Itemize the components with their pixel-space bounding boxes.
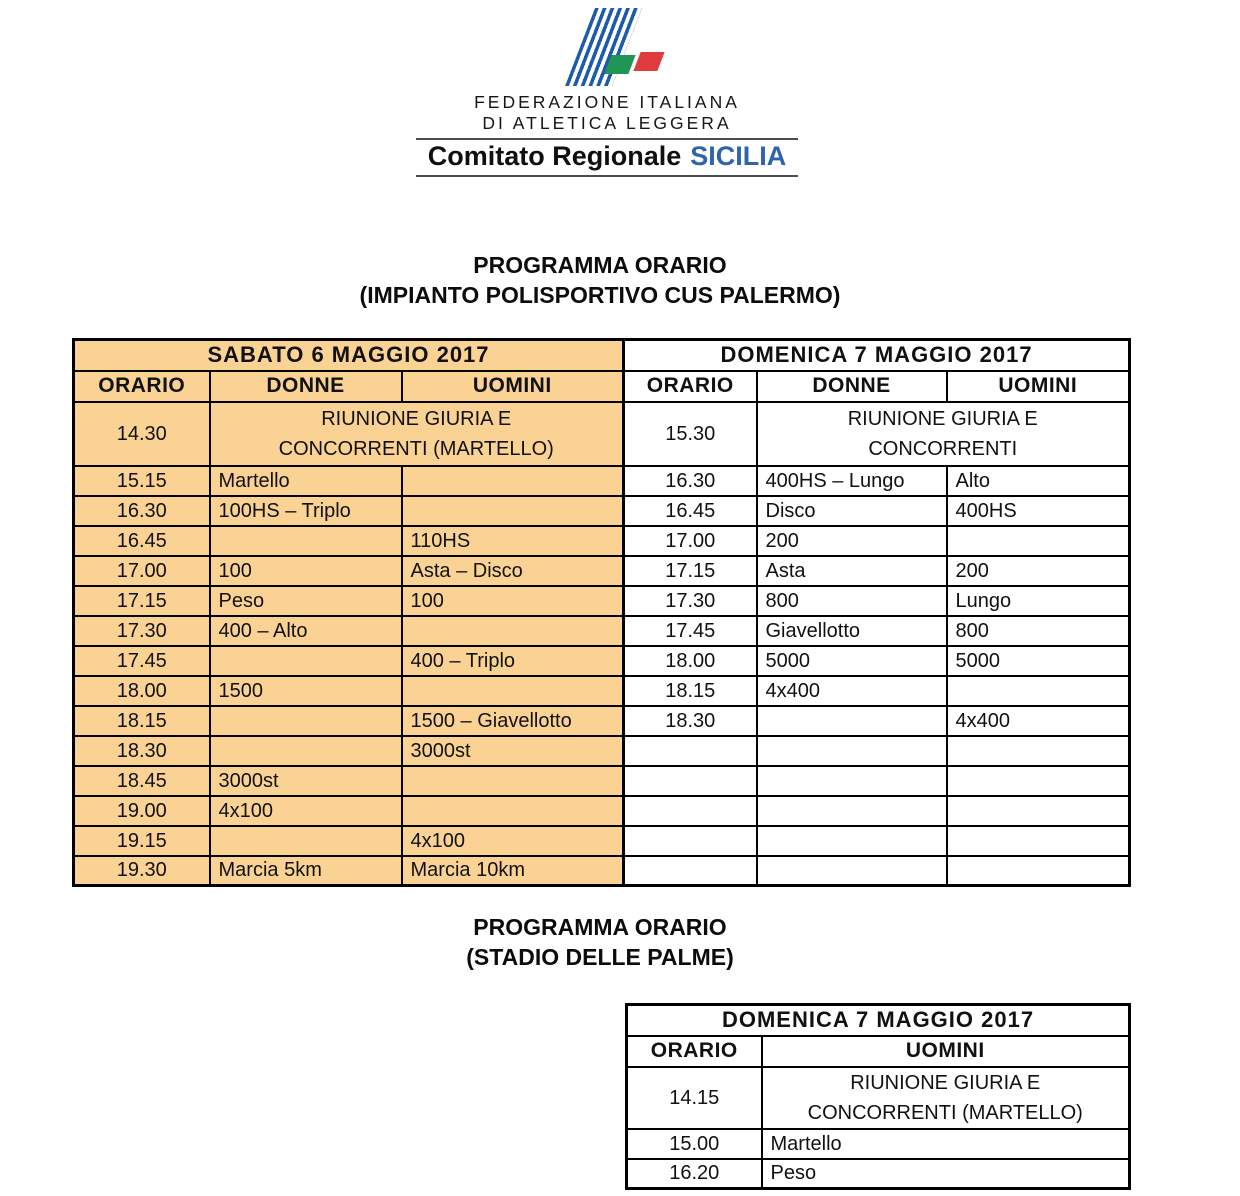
donne-cell: 800 bbox=[757, 586, 947, 616]
section2-title-line1: PROGRAMMA ORARIO bbox=[473, 914, 727, 940]
table-row bbox=[74, 706, 624, 736]
section2-title bbox=[0, 912, 1200, 972]
uomini-cell: Martello bbox=[762, 1129, 1130, 1159]
time-cell: 16.30 bbox=[624, 466, 757, 496]
time-cell: 16.45 bbox=[624, 496, 757, 526]
meeting-line1: RIUNIONE GIURIA E bbox=[847, 407, 1038, 430]
time-cell: 18.00 bbox=[74, 676, 210, 706]
time-cell: 17.30 bbox=[74, 616, 210, 646]
meeting-row bbox=[624, 402, 1130, 466]
time-cell: 17.15 bbox=[74, 586, 210, 616]
time-cell: 16.30 bbox=[74, 496, 210, 526]
meeting-line2: CONCORRENTI (MARTELLO) bbox=[278, 437, 554, 460]
logo-red-flag-icon bbox=[633, 52, 664, 71]
time-cell: 19.15 bbox=[74, 826, 210, 856]
time-cell: 19.00 bbox=[74, 796, 210, 826]
uomini-cell bbox=[947, 736, 1130, 766]
day-header: DOMENICA 7 MAGGIO 2017 bbox=[624, 340, 1130, 371]
uomini-cell bbox=[402, 466, 624, 496]
uomini-cell: Asta – Disco bbox=[402, 556, 624, 586]
donne-cell bbox=[757, 766, 947, 796]
meeting-line2: CONCORRENTI (MARTELLO) bbox=[807, 1101, 1083, 1124]
donne-cell bbox=[757, 736, 947, 766]
uomini-cell bbox=[402, 766, 624, 796]
uomini-cell: Peso bbox=[762, 1159, 1130, 1189]
time-cell: 18.45 bbox=[74, 766, 210, 796]
col-orario: ORARIO bbox=[624, 371, 757, 402]
schedule-table-sunday bbox=[622, 338, 1131, 887]
meeting-cell bbox=[757, 402, 1130, 466]
meeting-row bbox=[74, 402, 624, 466]
table-row bbox=[624, 586, 1130, 616]
table-row bbox=[624, 616, 1130, 646]
table-row bbox=[624, 646, 1130, 676]
time-cell: 15.15 bbox=[74, 466, 210, 496]
table-row bbox=[74, 796, 624, 826]
col-donne: DONNE bbox=[210, 371, 402, 402]
section1-title-line2: (IMPIANTO POLISPORTIVO CUS PALERMO) bbox=[359, 282, 841, 308]
table-row bbox=[74, 646, 624, 676]
column-header-row bbox=[627, 1036, 1130, 1067]
table-row bbox=[624, 766, 1130, 796]
day-header: DOMENICA 7 MAGGIO 2017 bbox=[627, 1005, 1130, 1036]
table-row bbox=[74, 466, 624, 496]
donne-cell: Marcia 5km bbox=[210, 856, 402, 886]
time-cell: 15.00 bbox=[627, 1129, 762, 1159]
day-header-row bbox=[624, 340, 1130, 371]
logo-stripes-icon bbox=[565, 8, 642, 86]
time-cell bbox=[624, 736, 757, 766]
uomini-cell: Marcia 10km bbox=[402, 856, 624, 886]
table-row bbox=[624, 706, 1130, 736]
col-orario: ORARIO bbox=[627, 1036, 762, 1067]
table-row bbox=[74, 676, 624, 706]
donne-cell: 100HS – Triplo bbox=[210, 496, 402, 526]
uomini-cell bbox=[402, 676, 624, 706]
uomini-cell: 400 – Triplo bbox=[402, 646, 624, 676]
donne-cell: Martello bbox=[210, 466, 402, 496]
time-cell bbox=[624, 796, 757, 826]
day-header-row bbox=[74, 340, 624, 371]
committee-prefix: Comitato Regionale bbox=[427, 141, 682, 171]
donne-cell: 100 bbox=[210, 556, 402, 586]
donne-cell bbox=[210, 736, 402, 766]
col-donne: DONNE bbox=[757, 371, 947, 402]
federation-name bbox=[0, 92, 1214, 134]
donne-cell: Giavellotto bbox=[757, 616, 947, 646]
time-cell: 17.30 bbox=[624, 586, 757, 616]
time-cell: 18.30 bbox=[74, 736, 210, 766]
meeting-cell bbox=[762, 1067, 1130, 1129]
day-header-row bbox=[627, 1005, 1130, 1036]
uomini-cell bbox=[947, 526, 1130, 556]
section1-title-line1: PROGRAMMA ORARIO bbox=[473, 252, 727, 278]
section2-title-line2: (STADIO DELLE PALME) bbox=[466, 944, 734, 970]
donne-cell: Disco bbox=[757, 496, 947, 526]
table-row bbox=[74, 526, 624, 556]
meeting-line2: CONCORRENTI bbox=[868, 437, 1018, 460]
table-row bbox=[624, 556, 1130, 586]
uomini-cell bbox=[402, 796, 624, 826]
time-cell bbox=[624, 856, 757, 886]
column-header-row bbox=[624, 371, 1130, 402]
uomini-cell: 1500 – Giavellotto bbox=[402, 706, 624, 736]
donne-cell: 400 – Alto bbox=[210, 616, 402, 646]
table-row bbox=[74, 616, 624, 646]
uomini-cell: 100 bbox=[402, 586, 624, 616]
donne-cell bbox=[210, 646, 402, 676]
uomini-cell bbox=[947, 766, 1130, 796]
uomini-cell: 110HS bbox=[402, 526, 624, 556]
time-cell: 18.15 bbox=[74, 706, 210, 736]
time-cell: 15.30 bbox=[624, 402, 757, 466]
donne-cell bbox=[210, 526, 402, 556]
fidal-logo-icon bbox=[570, 6, 670, 88]
col-uomini: UOMINI bbox=[402, 371, 624, 402]
table-row bbox=[74, 736, 624, 766]
time-cell: 17.45 bbox=[74, 646, 210, 676]
table-row bbox=[624, 526, 1130, 556]
day-header: SABATO 6 MAGGIO 2017 bbox=[74, 340, 624, 371]
uomini-cell: Lungo bbox=[947, 586, 1130, 616]
schedule-table-saturday bbox=[72, 338, 625, 887]
donne-cell: 4x400 bbox=[757, 676, 947, 706]
table-row bbox=[624, 826, 1130, 856]
donne-cell: Peso bbox=[210, 586, 402, 616]
section1-title bbox=[0, 250, 1200, 310]
time-cell: 18.00 bbox=[624, 646, 757, 676]
uomini-cell bbox=[402, 616, 624, 646]
uomini-cell: 3000st bbox=[402, 736, 624, 766]
donne-cell: Asta bbox=[757, 556, 947, 586]
donne-cell bbox=[757, 826, 947, 856]
table-row bbox=[74, 586, 624, 616]
table-row bbox=[74, 826, 624, 856]
meeting-line1: RIUNIONE GIURIA E bbox=[850, 1071, 1041, 1094]
table-row bbox=[627, 1159, 1130, 1189]
table-row bbox=[627, 1129, 1130, 1159]
time-cell: 17.00 bbox=[74, 556, 210, 586]
col-uomini: UOMINI bbox=[762, 1036, 1130, 1067]
donne-cell: 5000 bbox=[757, 646, 947, 676]
column-header-row bbox=[74, 371, 624, 402]
federation-name-line2: DI ATLETICA LEGGERA bbox=[482, 113, 732, 133]
table-row bbox=[74, 556, 624, 586]
committee-region: SICILIA bbox=[690, 141, 787, 171]
donne-cell: 200 bbox=[757, 526, 947, 556]
time-cell: 16.20 bbox=[627, 1159, 762, 1189]
schedule-table-palme bbox=[625, 1003, 1131, 1190]
uomini-cell: 800 bbox=[947, 616, 1130, 646]
time-cell: 17.45 bbox=[624, 616, 757, 646]
time-cell: 16.45 bbox=[74, 526, 210, 556]
donne-cell: 1500 bbox=[210, 676, 402, 706]
meeting-line1: RIUNIONE GIURIA E bbox=[321, 407, 512, 430]
time-cell: 14.15 bbox=[627, 1067, 762, 1129]
uomini-cell bbox=[947, 856, 1130, 886]
time-cell: 17.00 bbox=[624, 526, 757, 556]
table-row bbox=[74, 496, 624, 526]
time-cell: 18.30 bbox=[624, 706, 757, 736]
time-cell bbox=[624, 826, 757, 856]
donne-cell bbox=[210, 706, 402, 736]
uomini-cell bbox=[402, 496, 624, 526]
uomini-cell: 400HS bbox=[947, 496, 1130, 526]
table-row bbox=[624, 496, 1130, 526]
uomini-cell: 4x400 bbox=[947, 706, 1130, 736]
col-uomini: UOMINI bbox=[947, 371, 1130, 402]
donne-cell bbox=[757, 796, 947, 826]
table-row bbox=[74, 766, 624, 796]
uomini-cell bbox=[947, 676, 1130, 706]
table-row bbox=[624, 736, 1130, 766]
time-cell: 18.15 bbox=[624, 676, 757, 706]
col-orario: ORARIO bbox=[74, 371, 210, 402]
uomini-cell: 4x100 bbox=[402, 826, 624, 856]
uomini-cell: 200 bbox=[947, 556, 1130, 586]
donne-cell bbox=[210, 826, 402, 856]
uomini-cell bbox=[947, 796, 1130, 826]
donne-cell: 400HS – Lungo bbox=[757, 466, 947, 496]
donne-cell: 4x100 bbox=[210, 796, 402, 826]
time-cell bbox=[624, 766, 757, 796]
table-row bbox=[624, 856, 1130, 886]
donne-cell bbox=[757, 856, 947, 886]
meeting-cell bbox=[210, 402, 624, 466]
table-row bbox=[624, 466, 1130, 496]
time-cell: 19.30 bbox=[74, 856, 210, 886]
donne-cell bbox=[757, 706, 947, 736]
federation-name-line1: FEDERAZIONE ITALIANA bbox=[474, 92, 740, 112]
table-row bbox=[624, 796, 1130, 826]
uomini-cell bbox=[947, 826, 1130, 856]
table-row bbox=[74, 856, 624, 886]
donne-cell: 3000st bbox=[210, 766, 402, 796]
meeting-row bbox=[627, 1067, 1130, 1129]
uomini-cell: Alto bbox=[947, 466, 1130, 496]
time-cell: 17.15 bbox=[624, 556, 757, 586]
committee-banner bbox=[0, 138, 1214, 177]
uomini-cell: 5000 bbox=[947, 646, 1130, 676]
time-cell: 14.30 bbox=[74, 402, 210, 466]
table-row bbox=[624, 676, 1130, 706]
